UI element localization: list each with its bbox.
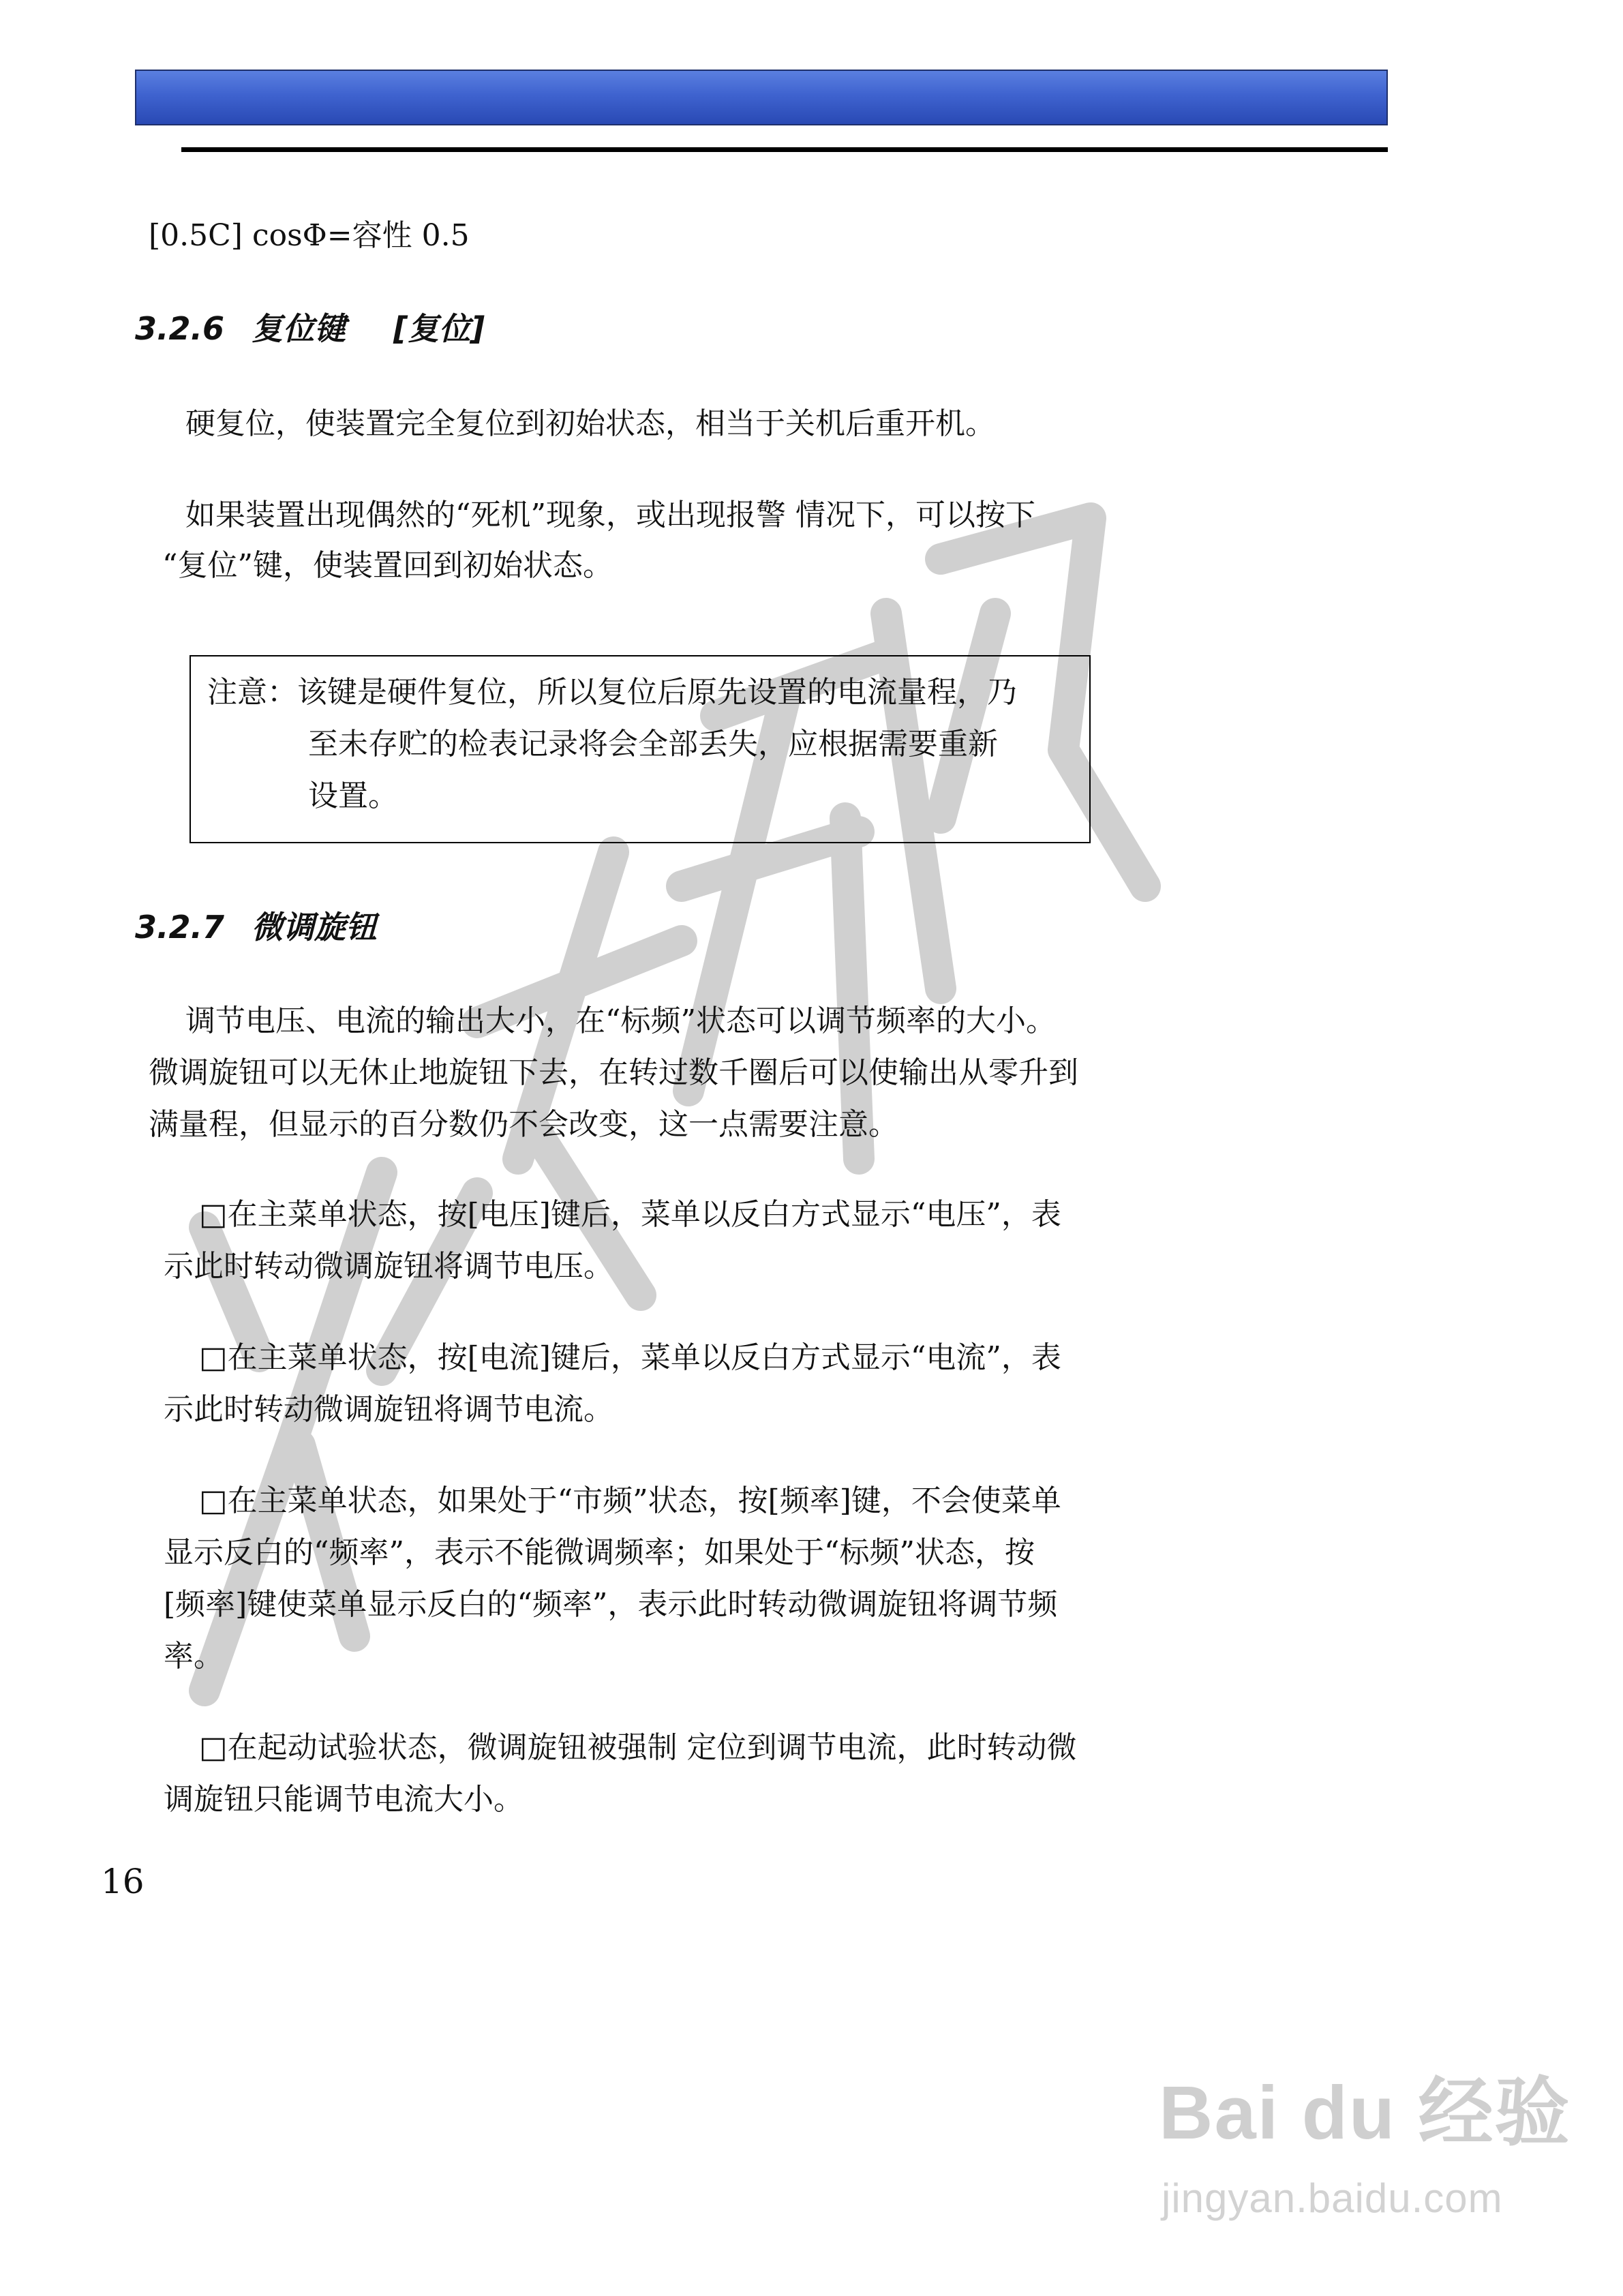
section-326-paragraph2-line2: “复位”键，使装置回到初始状态。 — [162, 548, 613, 583]
bullet3-line1: □在主菜单状态，如果处于“市频”状态，按[频率]键，不会使菜单 — [199, 1483, 1061, 1518]
bullet3-line4: 率。 — [164, 1639, 224, 1674]
section-327-title: 微调旋钮 — [251, 909, 377, 946]
section-327-paragraph1-line1: 调节电压、电流的输出大小，在“标频”状态可以调节频率的大小。 — [185, 1003, 1056, 1038]
note-line1: 注意：该键是硬件复位，所以复位后原先设置的电流量程，乃 — [207, 675, 1017, 710]
bullet1-line1: □在主菜单状态，按[电压]键后，菜单以反白方式显示“电压”，表 — [199, 1197, 1061, 1232]
section-327-number: 3.2.7 — [135, 909, 224, 946]
note-line2: 至未存贮的检表记录将会全部丢失，应根据需要重新 — [308, 727, 998, 761]
header-rule — [181, 147, 1388, 152]
top-line: [0.5C] cosΦ=容性 0.5 — [149, 218, 470, 253]
section-326-number: 3.2.6 — [135, 310, 224, 347]
section-327-paragraph1-line2: 微调旋钮可以无休止地旋钮下去，在转过数千圈后可以使输出从零升到 — [149, 1055, 1078, 1090]
bullet4-line2: 调旋钮只能调节电流大小。 — [164, 1782, 524, 1817]
bullet2-line1: □在主菜单状态，按[电流]键后，菜单以反白方式显示“电流”，表 — [199, 1340, 1061, 1375]
bullet3-line3: [频率]键使菜单显示反白的“频率”，表示此时转动微调旋钮将调节频 — [164, 1587, 1058, 1622]
page-number: 16 — [101, 1862, 145, 1901]
section-326-title: 复位键 — [251, 310, 346, 347]
bullet4-line1: □在起动试验状态，微调旋钮被强制 定位到调节电流，此时转动微 — [199, 1730, 1077, 1765]
baidu-logo: Bai du 经验 — [1159, 2071, 1571, 2155]
bullet1-line2: 示此时转动微调旋钮将调节电压。 — [164, 1249, 613, 1284]
section-326-heading — [135, 308, 485, 349]
baidu-watermark — [1159, 2071, 1571, 2250]
section-327-paragraph1-line3: 满量程，但显示的百分数仍不会改变，这一点需要注意。 — [149, 1107, 898, 1142]
header-bar — [135, 70, 1388, 125]
section-326-paragraph2-line1: 如果装置出现偶然的“死机”现象，或出现报警 情况下，可以按下 — [185, 498, 1035, 532]
section-326-paragraph1: 硬复位，使装置完全复位到初始状态，相当于关机后重开机。 — [185, 406, 995, 441]
section-326-key: [复位] — [393, 310, 485, 347]
note-line3: 设置。 — [308, 779, 398, 813]
baidu-url: jingyan.baidu.com — [1162, 2175, 1503, 2221]
section-327-heading — [135, 907, 377, 948]
bullet2-line2: 示此时转动微调旋钮将调节电流。 — [164, 1392, 613, 1427]
bullet3-line2: 显示反白的“频率”，表示不能微调频率；如果处于“标频”状态，按 — [164, 1535, 1035, 1570]
